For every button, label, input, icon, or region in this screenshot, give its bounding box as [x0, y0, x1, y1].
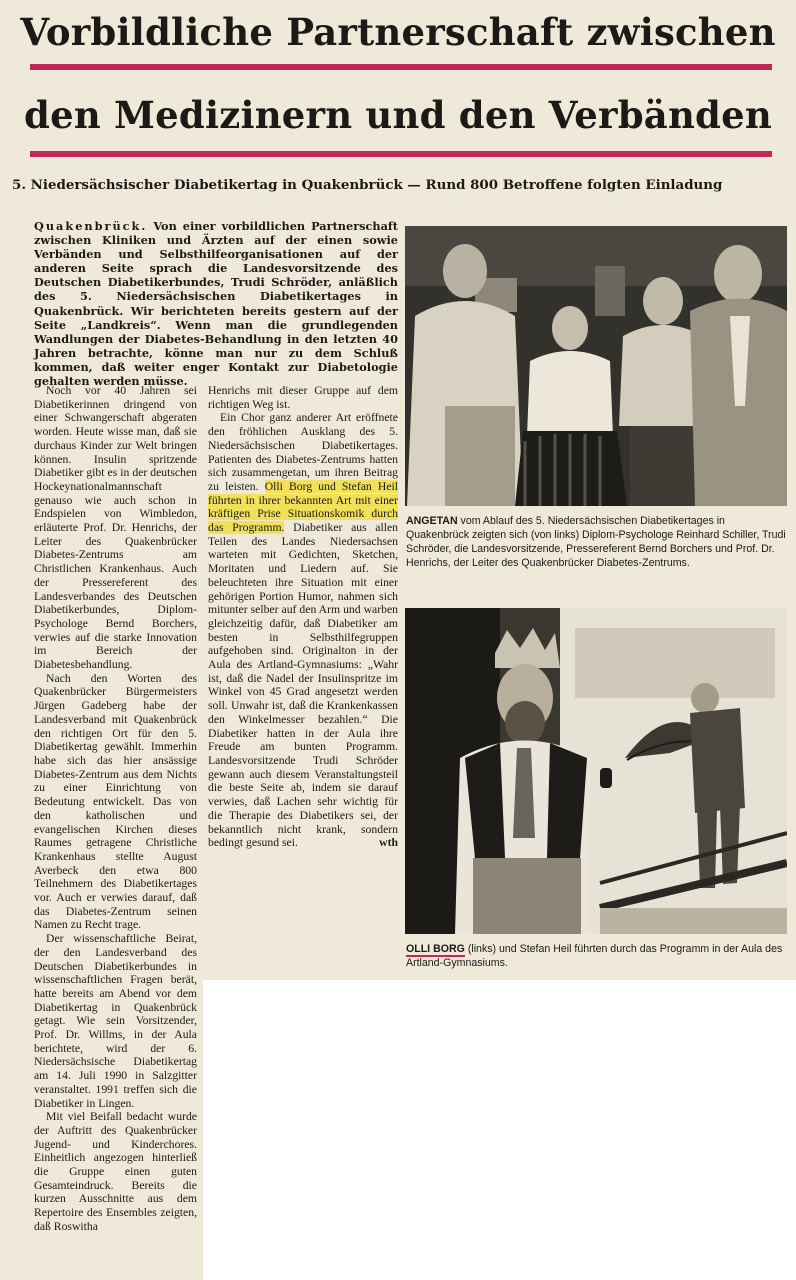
- column2-text: Ein Chor ganz anderer Art eröffnete den fröhlichen Ausklang des 5. Niedersächsischen Diabetikertages. Patienten des Diabetes-Zentrums hatten sich zusammengetan, um ihren Beitrag zu leisten.: [208, 411, 398, 493]
- column2-text: Diabetiker aus allen Teilen des Landes Niedersachsen warteten mit Gedichten, Sketchen, Moritaten und Liedern auf. Sie beleuchteten ihre Situation mit einer gehörigen Portion Humor, nahmen sich mitunter selber auf den Arm und warben gleichzeitig dafür, daß Diabetiker am besten in Selbsthilfegruppen aufgehoben sind. Originalton in der Aula des Artland-Gymnasiums: „Wahr ist, daß die Nadel der Insulinspritze im Winkel von 45 Grad angesetzt werden soll. Unwahr ist, daß die Krankenkassen den Winkelmesser bezahlen.“ Die Diabetiker hatten in der Aula ihre Freude am bunten Programm. Landesvorsitzende Trudi Schröder gewann auch diesem Veranstaltungsteil die beste Seite ab, indem sie darauf verwies, daß Lachen sehr wichtig für die Therapie des Diabetikers sei, der bekanntlich nicht krank, sondern bedingt gesund sei.: [208, 521, 399, 850]
- column1-paragraph: Mit viel Beifall bedacht wurde der Auftritt des Quakenbrücker Jugend- und Kinderchores. Einheitlich angezogen hinterließ die Gruppe einen guten Gesamteindruck. Bereits die kurzen Ausschnitte aus dem Repertoire des Ensembles zeigten, daß Roswitha: [34, 1110, 197, 1233]
- article-column-2: [208, 384, 398, 850]
- caption1-lead: ANGETAN: [406, 515, 458, 527]
- article-column-1: [34, 384, 197, 1234]
- dateline: Quakenbrück.: [34, 219, 148, 233]
- caption2-lead: OLLI BORG: [406, 943, 465, 955]
- performers-photo-image: [405, 608, 787, 934]
- column2-paragraph: [208, 411, 398, 850]
- headline-line-1: Vorbildliche Partnerschaft zwischen: [20, 10, 776, 54]
- group-photo-image: [405, 226, 787, 506]
- column1-paragraph: Der wissenschaftliche Beirat, der den Landesverband des Deutschen Diabetikerbundes in wissenschaftlichen Fragen berät, hatte bereits am Abend vor dem Diabetikertag in Quakenbrück getagt. Wie sein Vorsitzender, Prof. Dr. Willms, in der Aula berichtete, wird der 6. Niedersächsische Diabetikertag am 14. Juli 1990 in Salzgitter veranstaltet. 1991 treffen sich die Diabetiker in Lingen.: [34, 932, 197, 1110]
- photo1-caption: [406, 514, 790, 570]
- lead-paragraph: [34, 219, 398, 388]
- red-underline-1: [30, 64, 772, 70]
- photo-four-people: [405, 226, 787, 506]
- author-initials: wth: [379, 836, 398, 850]
- red-underline-2: [30, 151, 772, 157]
- caption2-text: (links) und Stefan Heil führten durch das Programm in der Aula des Artland-Gymnasiums.: [406, 943, 783, 969]
- photo-performers: [405, 608, 787, 934]
- column1-paragraph: Noch vor 40 Jahren sei Diabetikerinnen dringend von einer Schwangerschaft abgeraten worden. Heute wisse man, daß sie durchaus Kinder zur Welt bringen können. Insulin spritzende Diabetiker gibt es in der deutschen Hockeynationalmannschaft genauso wie auch schon in Endspielen von Wimbledon, erläuterte Prof. Dr. Henrichs, der Leiter des Quakenbrücker Diabetes-Zentrums am Christlichen Krankenhaus. Auch der Pressereferent des Landesverbandes des Deutschen Diabetikerbundes, Diplom-Psychologe Bernd Borchers, verwies auf die starke Innovation im Bereich der Diabetesbehandlung.: [34, 384, 197, 672]
- blank-area: [203, 980, 796, 1280]
- highlighted-passage: Olli Borg und Stefan Heil führten in ihrer bekannten Art mit einer kräftigen Prise Situationskomik durch das Programm.: [208, 479, 399, 535]
- caption1-text: vom Ablauf des 5. Niedersächsischen Diabetikertages in Quakenbrück zeigten sich (von links) Diplom-Psychologe Reinhard Schiller, Trudi Schröder, die Landesvorsitzende, Pressereferent Bernd Borchers und Prof. Dr. Henrichs, der Leiter des Quakenbrücker Diabetes-Zentrums.: [406, 515, 786, 569]
- column2-paragraph: Henrichs mit dieser Gruppe auf dem richtigen Weg ist.: [208, 384, 398, 411]
- subheadline: 5. Niedersächsischer Diabetikertag in Quakenbrück — Rund 800 Betroffene folgten Einladung: [12, 177, 723, 193]
- headline-line-2: den Medizinern und den Verbänden: [24, 93, 772, 137]
- lead-text: Von einer vorbildlichen Partnerschaft zwischen Kliniken und Ärzten auf der einen sowie Verbänden und Selbsthilfeorganisationen auf der anderen Seite sprach die Landesvorsitzende des Deutschen Diabetikerbundes, Trudi Schröder, anläßlich des 5. Niedersächsischen Diabetikertages in Quakenbrück. Wir berichteten bereits gestern auf der Seite „Landkreis“. Wenn man die grundlegenden Wandlungen der Diabetes-Behandlung in den letzten 40 Jahren betrachte, könne man nur zu dem Schluß kommen, daß weiter enger Kontakt zur Diabetologie gehalten werden müsse.: [34, 219, 398, 389]
- column1-paragraph: Nach den Worten des Quakenbrücker Bürgermeisters Jürgen Gadeberg habe der Landesverband mit Quakenbrück den richtigen Ort für den 5. Diabetikertag gewählt. Immerhin habe sich das hier ansässige Diabetes-Zentrum aus dem Nichts zu einer Einrichtung von Bedeutung entwickelt. Das von den katholischen und evangelischen Kirchen dieses Raumes getragene Christliche Krankenhaus stellte August Averbeck den etwa 800 Teilnehmern des Diabetikertages vor. Auch er verwies darauf, daß das Diabetes-Zentrum seinen Namen zu Recht trage.: [34, 671, 197, 932]
- photo2-caption: [406, 942, 790, 970]
